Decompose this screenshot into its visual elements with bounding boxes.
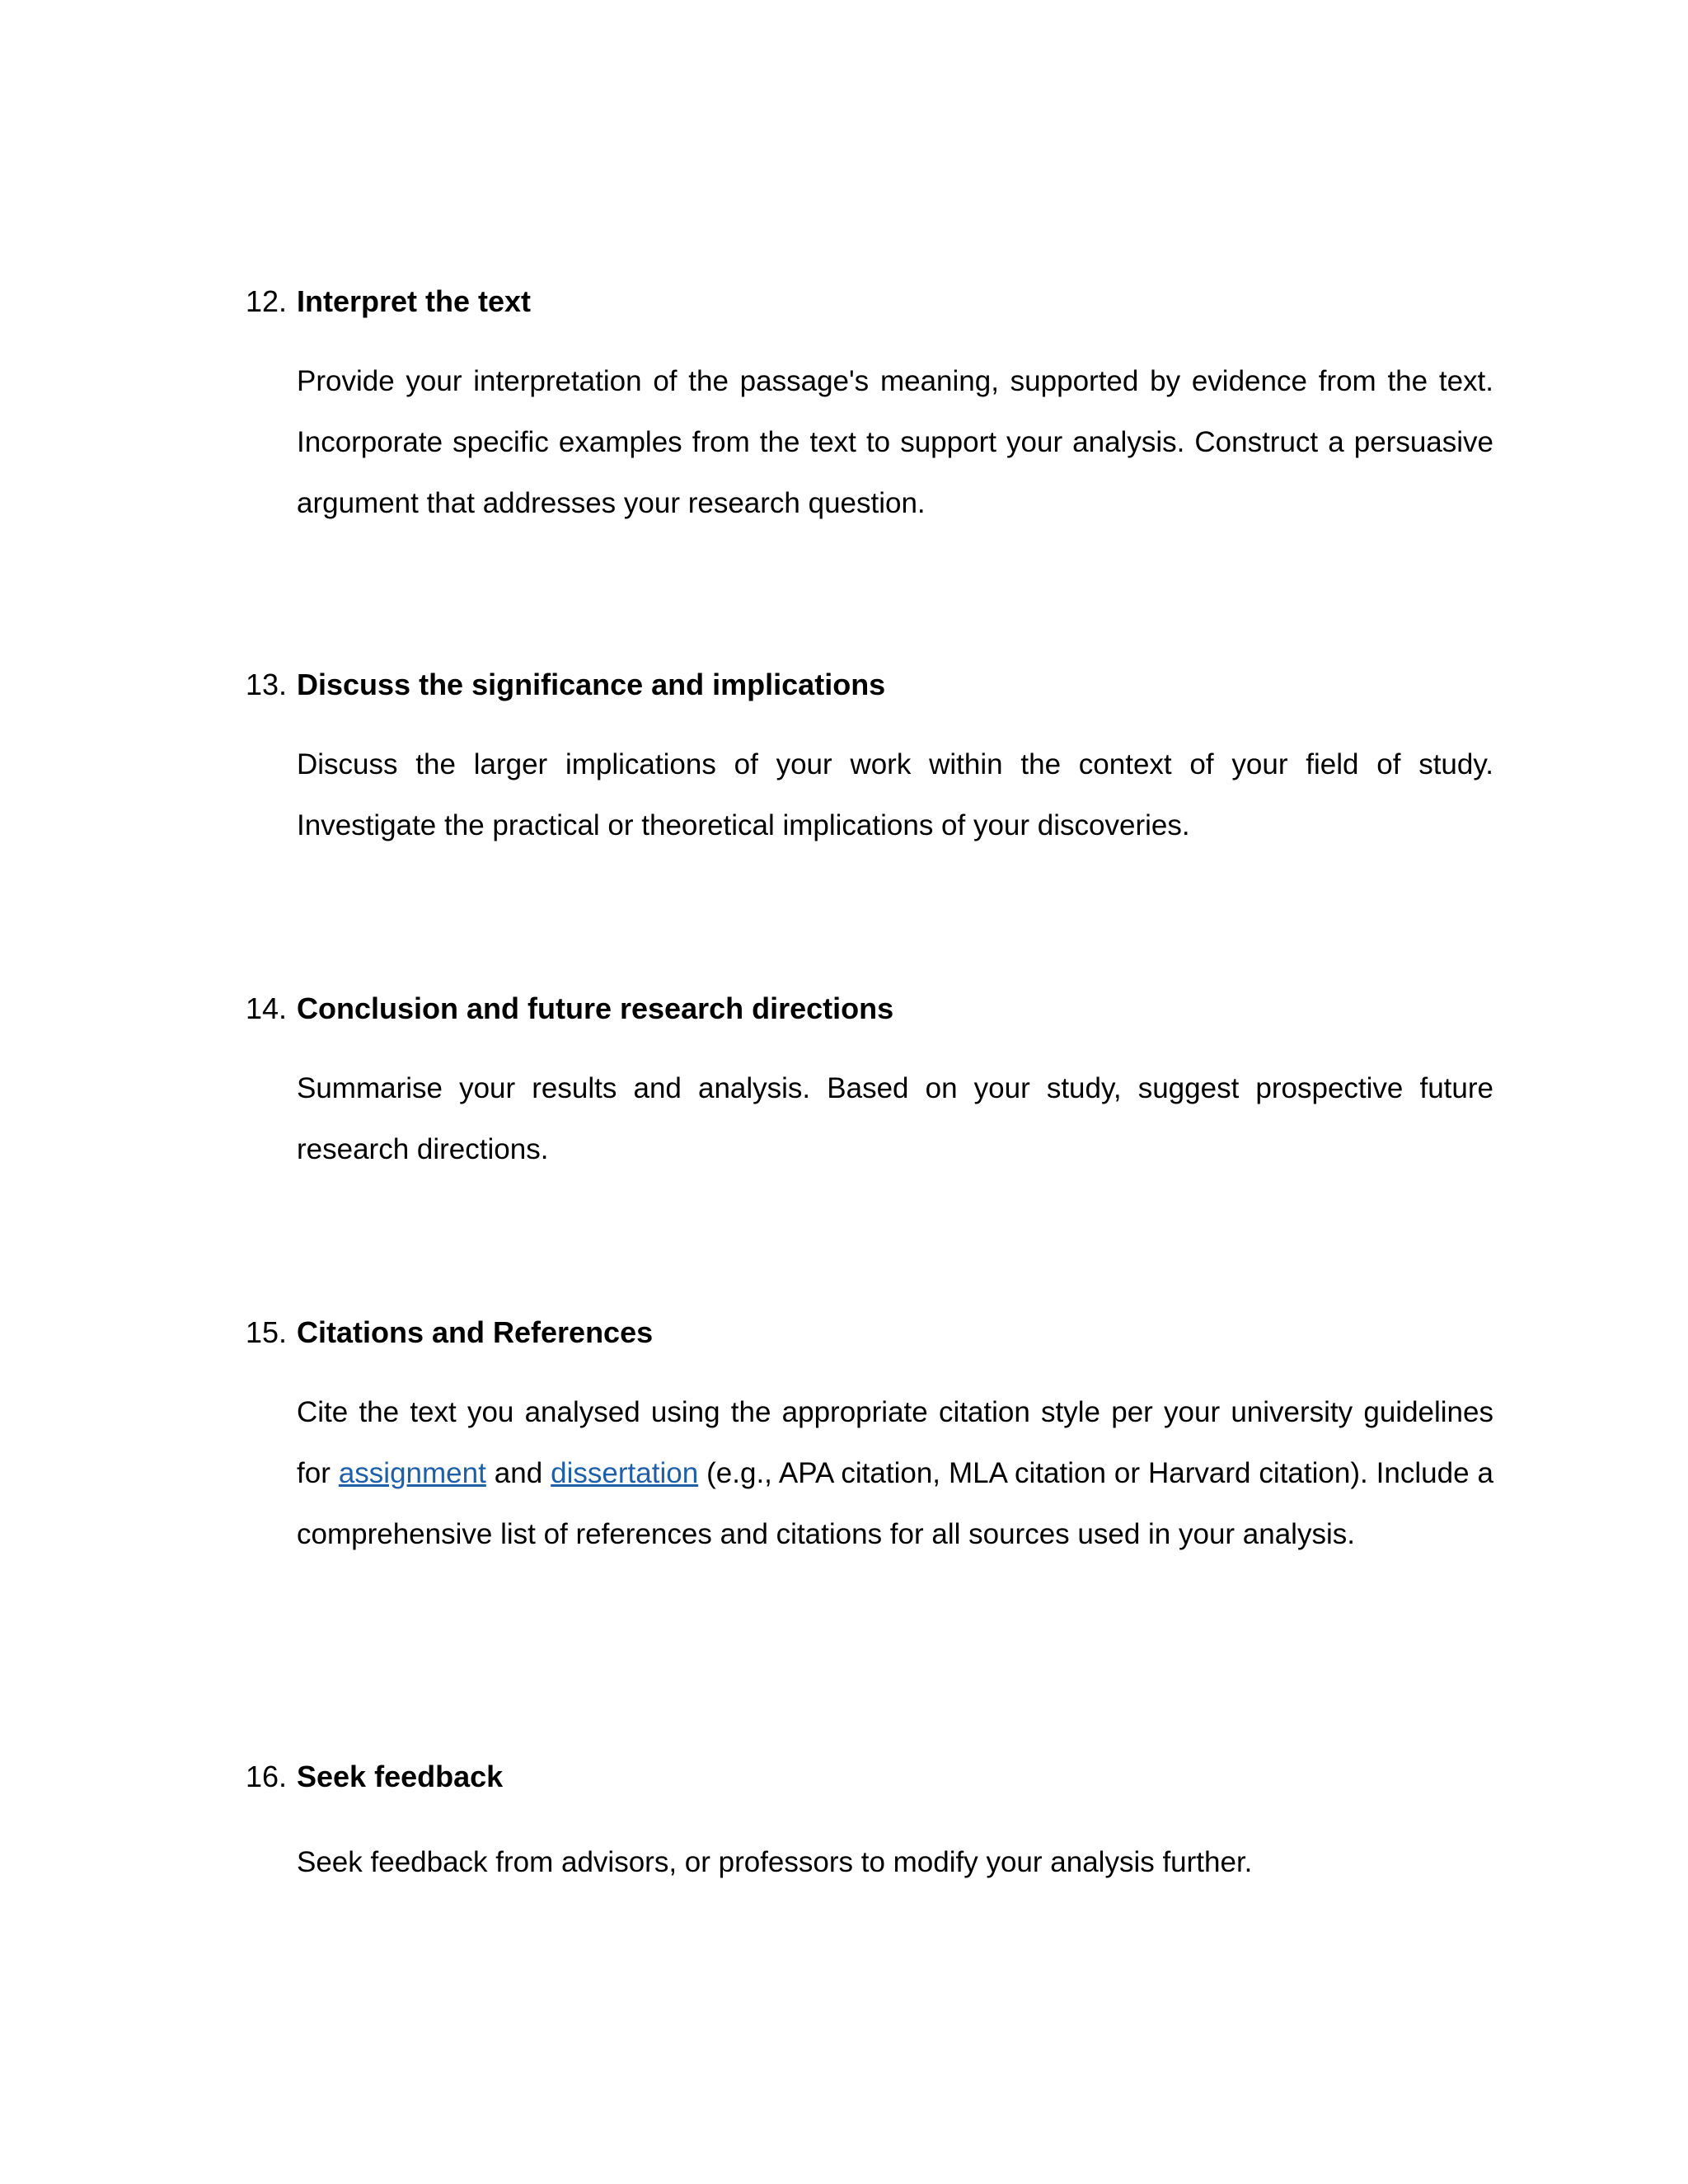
dissertation-link[interactable]: dissertation (551, 1457, 699, 1489)
section-heading (246, 991, 1498, 1027)
section-number: 16. (246, 1760, 288, 1793)
body-text-after: (e.g., APA citation, MLA citation or Harvard citation). Include a comprehensive list of references and citations for all sources used in your analysis. (297, 1457, 1493, 1550)
section-seek-feedback (246, 1759, 1498, 1878)
section-heading (246, 667, 1498, 703)
section-body: Seek feedback from advisors, or professors to modify your analysis further. (297, 1846, 1253, 1878)
section-number: 12. (246, 284, 288, 318)
section-body: Discuss the larger implications of your work within the context of your field of study. Investigate the practical or theoretical implications of your discoveries. (297, 748, 1493, 841)
section-title: Interpret the text (297, 284, 532, 318)
section-title: Discuss the significance and implications (297, 668, 886, 701)
section-title: Citations and References (297, 1315, 654, 1349)
section-interpret-the-text (246, 284, 1498, 519)
section-discuss-significance (246, 667, 1498, 841)
section-number: 15. (246, 1315, 288, 1349)
section-citations-references (246, 1315, 1498, 1550)
section-body (297, 1382, 1493, 1565)
body-text-middle: and (485, 1457, 551, 1489)
section-number: 13. (246, 668, 288, 701)
assignment-link[interactable]: assignment (338, 1457, 486, 1489)
section-title: Seek feedback (297, 1760, 504, 1793)
section-number: 14. (246, 991, 288, 1025)
section-body: Provide your interpretation of the passage's meaning, supported by evidence from the text. Incorporate specific examples from the text to support your analysis. Construct a persuasive argument that addresses your research question. (297, 365, 1493, 519)
section-heading (246, 1315, 1498, 1351)
body-text-before: Cite the text you analysed using the appropriate citation style per your university guidelines for (297, 1396, 1493, 1489)
section-conclusion-future-research (246, 991, 1498, 1165)
section-title: Conclusion and future research directions (297, 991, 894, 1025)
section-heading (246, 1759, 1498, 1795)
section-heading (246, 284, 1498, 320)
section-body: Summarise your results and analysis. Based on your study, suggest prospective future research directions. (297, 1072, 1493, 1165)
